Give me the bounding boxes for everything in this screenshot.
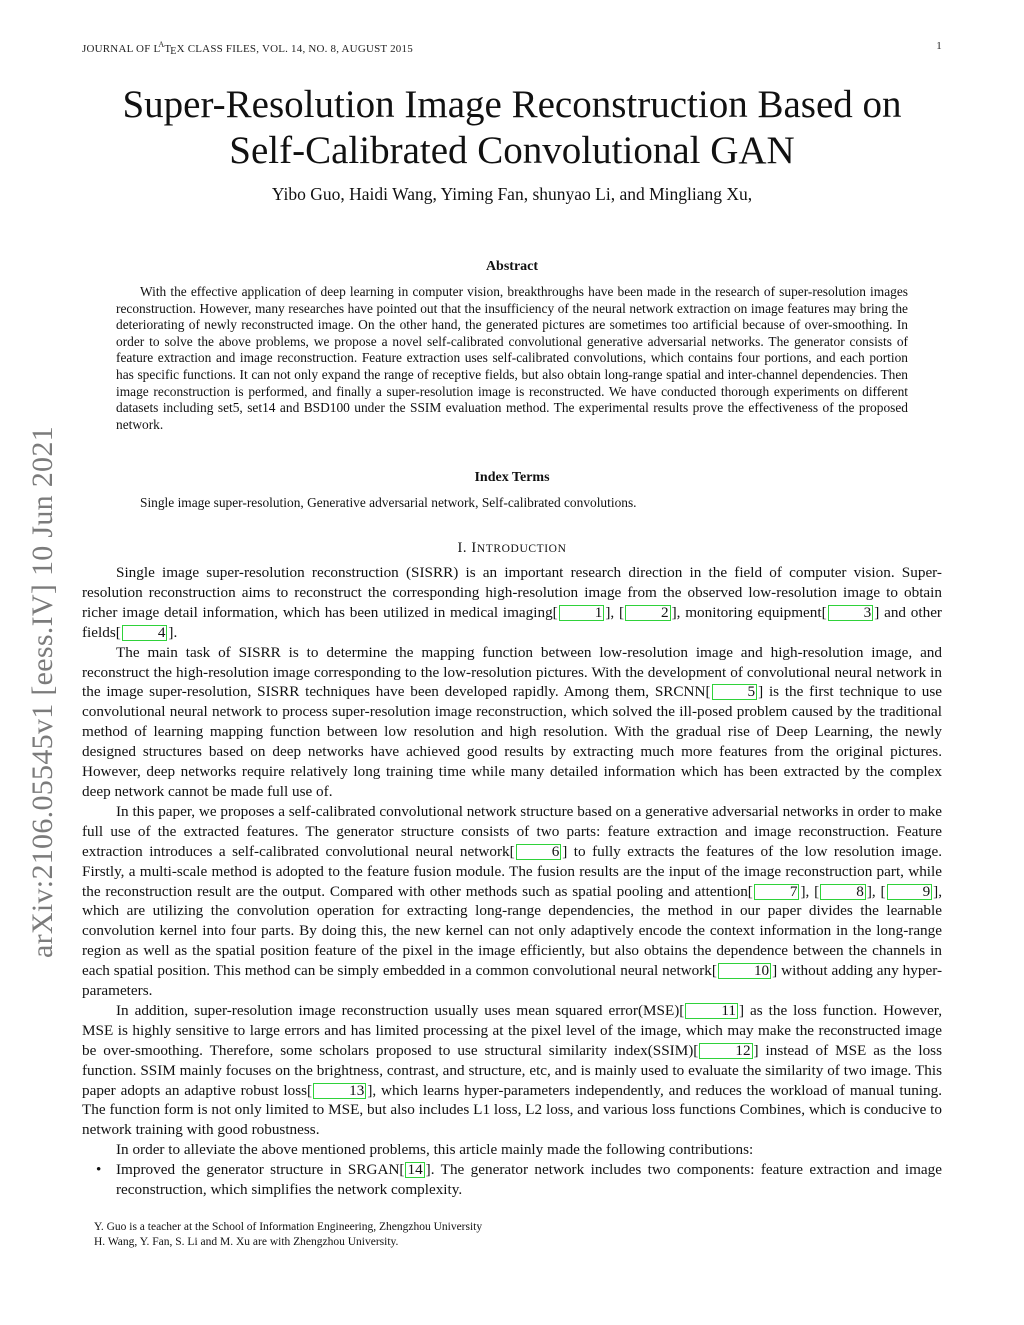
title-line-1: Super-Resolution Image Reconstruction Based on <box>122 83 902 126</box>
citation-link[interactable]: 6 <box>516 844 562 860</box>
citation-link[interactable]: 4 <box>122 625 168 641</box>
citation-link[interactable]: 13 <box>313 1083 366 1099</box>
journal-name: JOURNAL OF $L^AT_EX$ CLASS FILES, VOL. 14, NO. 8, AUGUST 2015 <box>82 40 413 57</box>
list-item: • Improved the generator structure in SRGAN[ 14 ]. The generator network includes two components: feature extraction and image reconstruction, which simplifies the network complexity. <box>96 1161 942 1199</box>
paragraph-3: In this paper, we proposes a self-calibrated convolutional network structure based on a generative adversarial networks in order to make full use of the extracted features. The generator structure consists of two parts: feature extraction and image reconstruction. Feature extraction introduces a self-calibrated convolutional neural network[ 6 ] to fully extracts the features of the low resolution image. Firstly, a multi-scale method is adopted to the feature fusion module. The fusion results are the input of the image reconstruction part, while the reconstruction result are the output. Compared with other methods such as spatial pooling and attention[ 7 ], [ 8 ], [ 9 ], which are utilizing the convolution operation for extracting long-range dependencies, the method in our paper divides the learnable convolution kernel into four parts. By doing this, the new kernel can not only adaptively encode the context information in the long-range region as well as the spatial position feature of the pixel in the image efficiently, but also obtains the dependence between the channels in each spatial position. This method can be simply embedded in a common convolutional neural network[ 10 ] without adding any hyper-parameters. <box>82 802 943 1000</box>
citation-link[interactable]: 8 <box>820 884 866 900</box>
footnote-affiliation-1: Y. Guo is a teacher at the School of Information Engineering, Zhengzhou University <box>94 1221 483 1233</box>
page-number: 1 <box>936 40 942 52</box>
introduction-body <box>82 563 942 1200</box>
arxiv-identifier-stamp: arXiv:2106.05545v1 [eess.IV] 10 Jun 2021 <box>26 426 59 958</box>
running-header <box>82 40 942 57</box>
index-terms-body: Single image super-resolution, Generative adversarial network, Self-calibrated convolutions. <box>140 495 637 510</box>
citation-link[interactable]: 2 <box>625 605 671 621</box>
citation-link[interactable]: 14 <box>407 1161 423 1179</box>
citation-link[interactable]: 12 <box>699 1043 752 1059</box>
section-heading-introduction: I. INTRODUCTION <box>457 540 567 556</box>
bullet-icon: • <box>96 1161 102 1179</box>
paragraph-2: The main task of SISRR is to determine the mapping function between low-resolution image and high-resolution image, and reconstruct the high-resolution image corresponding to the low-resolution pictures. With the development of convolutional neural network in the image super-resolution, SISRR techniques have been developed rapidly. Among them, SRCNN[ 5 ] is the first technique to use convolutional neural network to process super-resolution image reconstruction, which solved the ill-posed problem caused by the traditional method of learning mapping function between low resolution and high resolution. With the gradual rise of Deep Learning, the newly designed structures based on deep networks have achieved good results by extracting much more features from the original pictures. However, deep networks require relatively long training time while many detailed information which has been extracted by the complex deep network cannot be made full use of. <box>82 643 942 800</box>
index-terms-heading: Index Terms <box>474 470 550 485</box>
citation-link[interactable]: 11 <box>685 1003 738 1019</box>
footnote-affiliation-2: H. Wang, Y. Fan, S. Li and M. Xu are with Zhengzhou University. <box>94 1236 399 1248</box>
citation-link[interactable]: 1 <box>559 605 605 621</box>
citation-link[interactable]: 3 <box>828 605 874 621</box>
citation-link[interactable]: 5 <box>712 684 758 700</box>
citation-link[interactable]: 10 <box>718 963 771 979</box>
paragraph-5: In order to alleviate the above mentioned problems, this article mainly made the following contributions: <box>116 1141 754 1159</box>
paragraph-1: Single image super-resolution reconstruction (SISRR) is an important research direction in the field of computer vision. Super-resolution reconstruction aims to reconstruct the corresponding high-resolution image from the observed low-resolution image to obtain richer image detail information, which has been utilized in medical imaging[ 1 ], [ 2 ], monitoring equipment[ 3 ] and other fields[ 4 ]. <box>82 564 942 641</box>
author-list: Yibo Guo, Haidi Wang, Yiming Fan, shunyao Li, and Mingliang Xu, <box>271 184 753 204</box>
citation-link[interactable]: 9 <box>887 884 933 900</box>
footnotes <box>94 1220 942 1250</box>
contributions-list <box>82 1160 942 1200</box>
citation-link[interactable]: 7 <box>754 884 800 900</box>
abstract-body: With the effective application of deep learning in computer vision, breakthroughs have been made in the research of super-resolution images reconstruction. However, many researches have pointed out that the insufficiency of the neural network extraction on image features may bring the deteriorating of newly reconstructed image. On the other hand, the generated pictures are sometimes too artificial because of over-smoothing. In order to solve the above problems, we propose a novel self-calibrated convolutional generative adversarial networks. The generator consists of feature extraction and image reconstruction. Feature extraction uses self-calibrated convolutions, which contains four portions, and each portion has specific functions. It can not only expand the range of receptive fields, but also obtain long-range spatial and inter-channel dependencies. Then image reconstruction is performed, and finally a super-resolution image is reconstructed. We have conducted thorough experiments on different datasets including set5, set14 and BSD100 under the SSIM evaluation method. The experimental results prove the effectiveness of the proposed network. <box>116 284 908 432</box>
paragraph-4: In addition, super-resolution image reconstruction usually uses mean squared error(MSE)[ 11 ] as the loss function. However, MSE is highly sensitive to large errors and has limited processing at the pixel level of the image, which may make the reconstructed image be over-smoothing. Therefore, some scholars proposed to use structural similarity index(SSIM)[ 12 ] instead of MSE as the loss function. SSIM mainly focuses on the brightness, contrast, and structure, etc, and is mainly used to evaluate the similarity of two image. This paper adopts an adaptive robust loss[ 13 ], which learns hyper-parameters independently, and reduces the workload of manual tuning. The function form is not only limited to MSE, but also includes L1 loss, L2 loss, and various loss functions Combines, which is conducive to network training with good robustness. <box>82 1001 942 1139</box>
abstract-heading: Abstract <box>485 259 539 274</box>
paper-title <box>82 82 942 174</box>
title-line-2: Self-Calibrated Convolutional GAN <box>229 129 795 172</box>
